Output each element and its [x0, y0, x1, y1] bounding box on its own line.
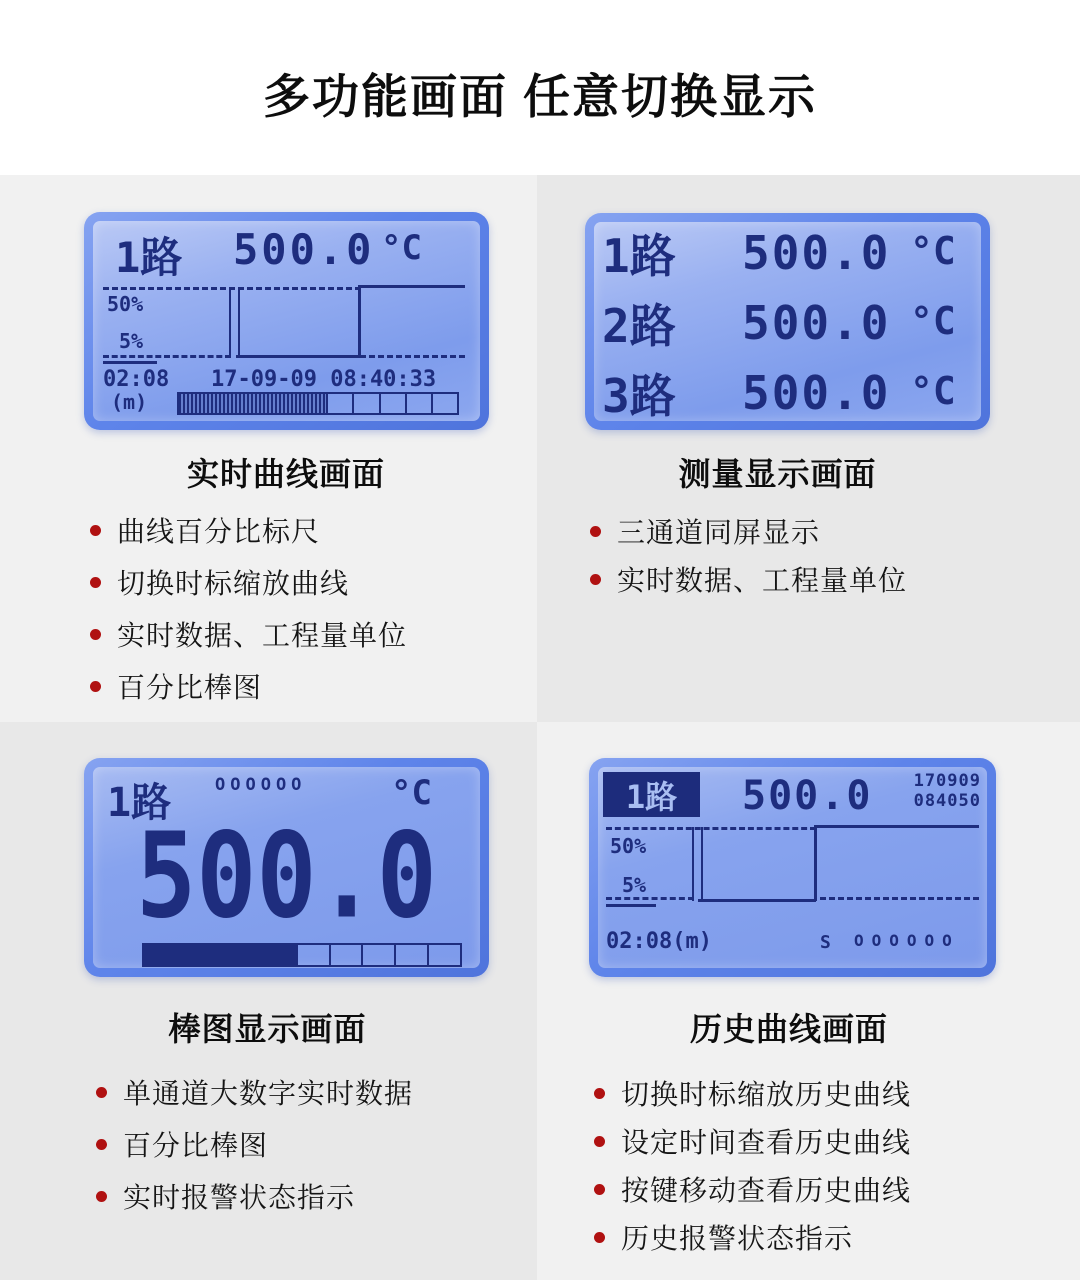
feature-text: 实时数据、工程量单位: [617, 565, 908, 596]
list-item: [90, 504, 407, 556]
datetime-label: 17-09-09 08:40:33: [211, 367, 437, 392]
big-measured-value: 500.0: [135, 807, 438, 946]
feature-text: 单通道大数字实时数据: [123, 1078, 414, 1109]
channel-label: 3路: [602, 369, 676, 421]
chart-baseline: [606, 904, 656, 907]
feature-list-realtime-curve: [90, 504, 407, 712]
channel-label: 1路: [107, 780, 172, 826]
feature-text: 实时报警状态指示: [123, 1182, 356, 1213]
list-item: [90, 556, 407, 608]
bullet-dot-icon: [96, 1139, 107, 1150]
section-title-measure-display: 测量显示画面: [678, 456, 877, 492]
feature-list-history-curve: [594, 1069, 911, 1261]
chart-top-dashed-line: [606, 827, 816, 830]
list-item: [90, 608, 407, 660]
channel-label: 1路: [115, 233, 183, 282]
bar-cell: [296, 945, 329, 965]
feature-text: 实时数据、工程量单位: [117, 620, 408, 651]
feature-text: 百分比棒图: [117, 672, 263, 703]
measured-value: 500.0: [742, 296, 891, 350]
feature-text: 切换时标缩放历史曲线: [621, 1079, 912, 1110]
trend-chart: [103, 287, 465, 365]
bullet-dot-icon: [590, 526, 601, 537]
progress-cell: [379, 394, 405, 413]
unit-label: °C: [910, 369, 956, 413]
chart-cursor-line: [229, 287, 240, 357]
list-item: [594, 1117, 911, 1165]
history-trend-chart: [606, 827, 979, 909]
section-title-realtime-curve: 实时曲线画面: [186, 456, 385, 492]
bullet-dot-icon: [96, 1087, 107, 1098]
scale-low-label: 5%: [622, 873, 647, 897]
trace-low-segment: [236, 355, 360, 358]
scale-high-label: 50%: [107, 292, 144, 316]
elapsed-time: 02:08(m): [606, 929, 712, 954]
chart-baseline: [103, 361, 157, 364]
measured-value: 500.0: [233, 225, 375, 274]
chart-cursor-line: [692, 827, 703, 901]
section-title-history-curve: 历史曲线画面: [689, 1011, 888, 1047]
feature-text: 设定时间查看历史曲线: [621, 1127, 912, 1158]
date-time-stamp: [914, 771, 981, 811]
measured-value: 500.0: [742, 773, 873, 819]
lcd-screen-measure-display: [594, 222, 981, 421]
scale-low-label: 5%: [119, 329, 144, 353]
percent-bar-graph: [142, 943, 462, 967]
feature-text: 百分比棒图: [123, 1130, 269, 1161]
trace-high-segment: [358, 285, 465, 288]
bullet-dot-icon: [96, 1191, 107, 1202]
chart-bottom-dashed-right: [820, 897, 979, 900]
time-progress-bar: [177, 392, 459, 415]
bar-fill: [144, 945, 296, 965]
channel-label: 1路: [602, 229, 676, 283]
list-item: [96, 1066, 413, 1118]
unit-label: °C: [381, 228, 422, 268]
unit-label: °C: [391, 773, 432, 813]
bullet-dot-icon: [594, 1088, 605, 1099]
list-item: [590, 507, 907, 555]
channel-row: [602, 296, 974, 353]
list-item: [594, 1165, 911, 1213]
alarm-indicators: OOOOOO: [854, 931, 960, 950]
bullet-dot-icon: [90, 577, 101, 588]
channel-label: 2路: [602, 299, 676, 353]
feature-text: 三通道同屏显示: [617, 517, 821, 548]
date-stamp: 170909: [913, 771, 981, 791]
bar-cell: [361, 945, 394, 965]
bullet-dot-icon: [90, 525, 101, 536]
list-item: [96, 1118, 413, 1170]
bar-cell: [329, 945, 362, 965]
feature-text: 历史报警状态指示: [621, 1223, 854, 1254]
bullet-dot-icon: [594, 1232, 605, 1243]
elapsed-time: 02:08: [103, 367, 170, 392]
lcd-screen-history-curve: [598, 767, 987, 968]
bullet-dot-icon: [90, 681, 101, 692]
list-item: [590, 555, 907, 603]
list-item: [594, 1213, 911, 1261]
section-title-bar-display: 棒图显示画面: [168, 1011, 367, 1047]
bar-cell: [427, 945, 460, 965]
channel-row: [602, 366, 974, 421]
trace-high-segment: [814, 825, 979, 828]
status-label: S: [820, 932, 831, 953]
trace-step-edge: [358, 287, 361, 357]
feature-text: 曲线百分比标尺: [117, 516, 321, 547]
lcd-panel-bar-display: [84, 758, 489, 977]
progress-fill: [179, 394, 326, 413]
progress-cell: [326, 394, 352, 413]
trace-step-edge: [814, 827, 817, 901]
measured-value: 500.0: [742, 366, 891, 420]
lcd-screen-bar-display: [93, 767, 480, 968]
feature-list-measure-display: [590, 507, 907, 603]
progress-cell: [352, 394, 378, 413]
lcd-panel-history-curve: [589, 758, 996, 977]
progress-cell: [405, 394, 431, 413]
channel-label-inverted: 1路: [603, 772, 700, 817]
lcd-screen-realtime-curve: [93, 221, 480, 421]
unit-label: °C: [910, 299, 956, 343]
page-title: 多功能画面 任意切换显示: [262, 70, 818, 123]
progress-cell: [431, 394, 457, 413]
alarm-indicators: OOOOOO: [215, 775, 307, 795]
bullet-dot-icon: [594, 1184, 605, 1195]
list-item: [90, 660, 407, 712]
time-unit-label: (m): [111, 390, 148, 414]
measured-value: 500.0: [742, 226, 891, 280]
trace-low-segment: [698, 899, 816, 902]
bullet-dot-icon: [590, 574, 601, 585]
lcd-panel-measure-display: [585, 213, 990, 430]
feature-list-bar-display: [96, 1066, 413, 1222]
list-item: [96, 1170, 413, 1222]
channel-row: [602, 226, 974, 283]
chart-bottom-dashed-left: [103, 355, 231, 358]
bullet-dot-icon: [594, 1136, 605, 1147]
feature-text: 切换时标缩放曲线: [117, 568, 350, 599]
time-stamp: 084050: [913, 791, 981, 811]
scale-high-label: 50%: [610, 834, 647, 858]
chart-bottom-dashed-right: [360, 355, 465, 358]
lcd-panel-realtime-curve: [84, 212, 489, 430]
chart-bottom-dashed-left: [606, 897, 694, 900]
list-item: [594, 1069, 911, 1117]
bullet-dot-icon: [90, 629, 101, 640]
unit-label: °C: [910, 229, 956, 273]
bar-cell: [394, 945, 427, 965]
feature-text: 按键移动查看历史曲线: [621, 1175, 912, 1206]
